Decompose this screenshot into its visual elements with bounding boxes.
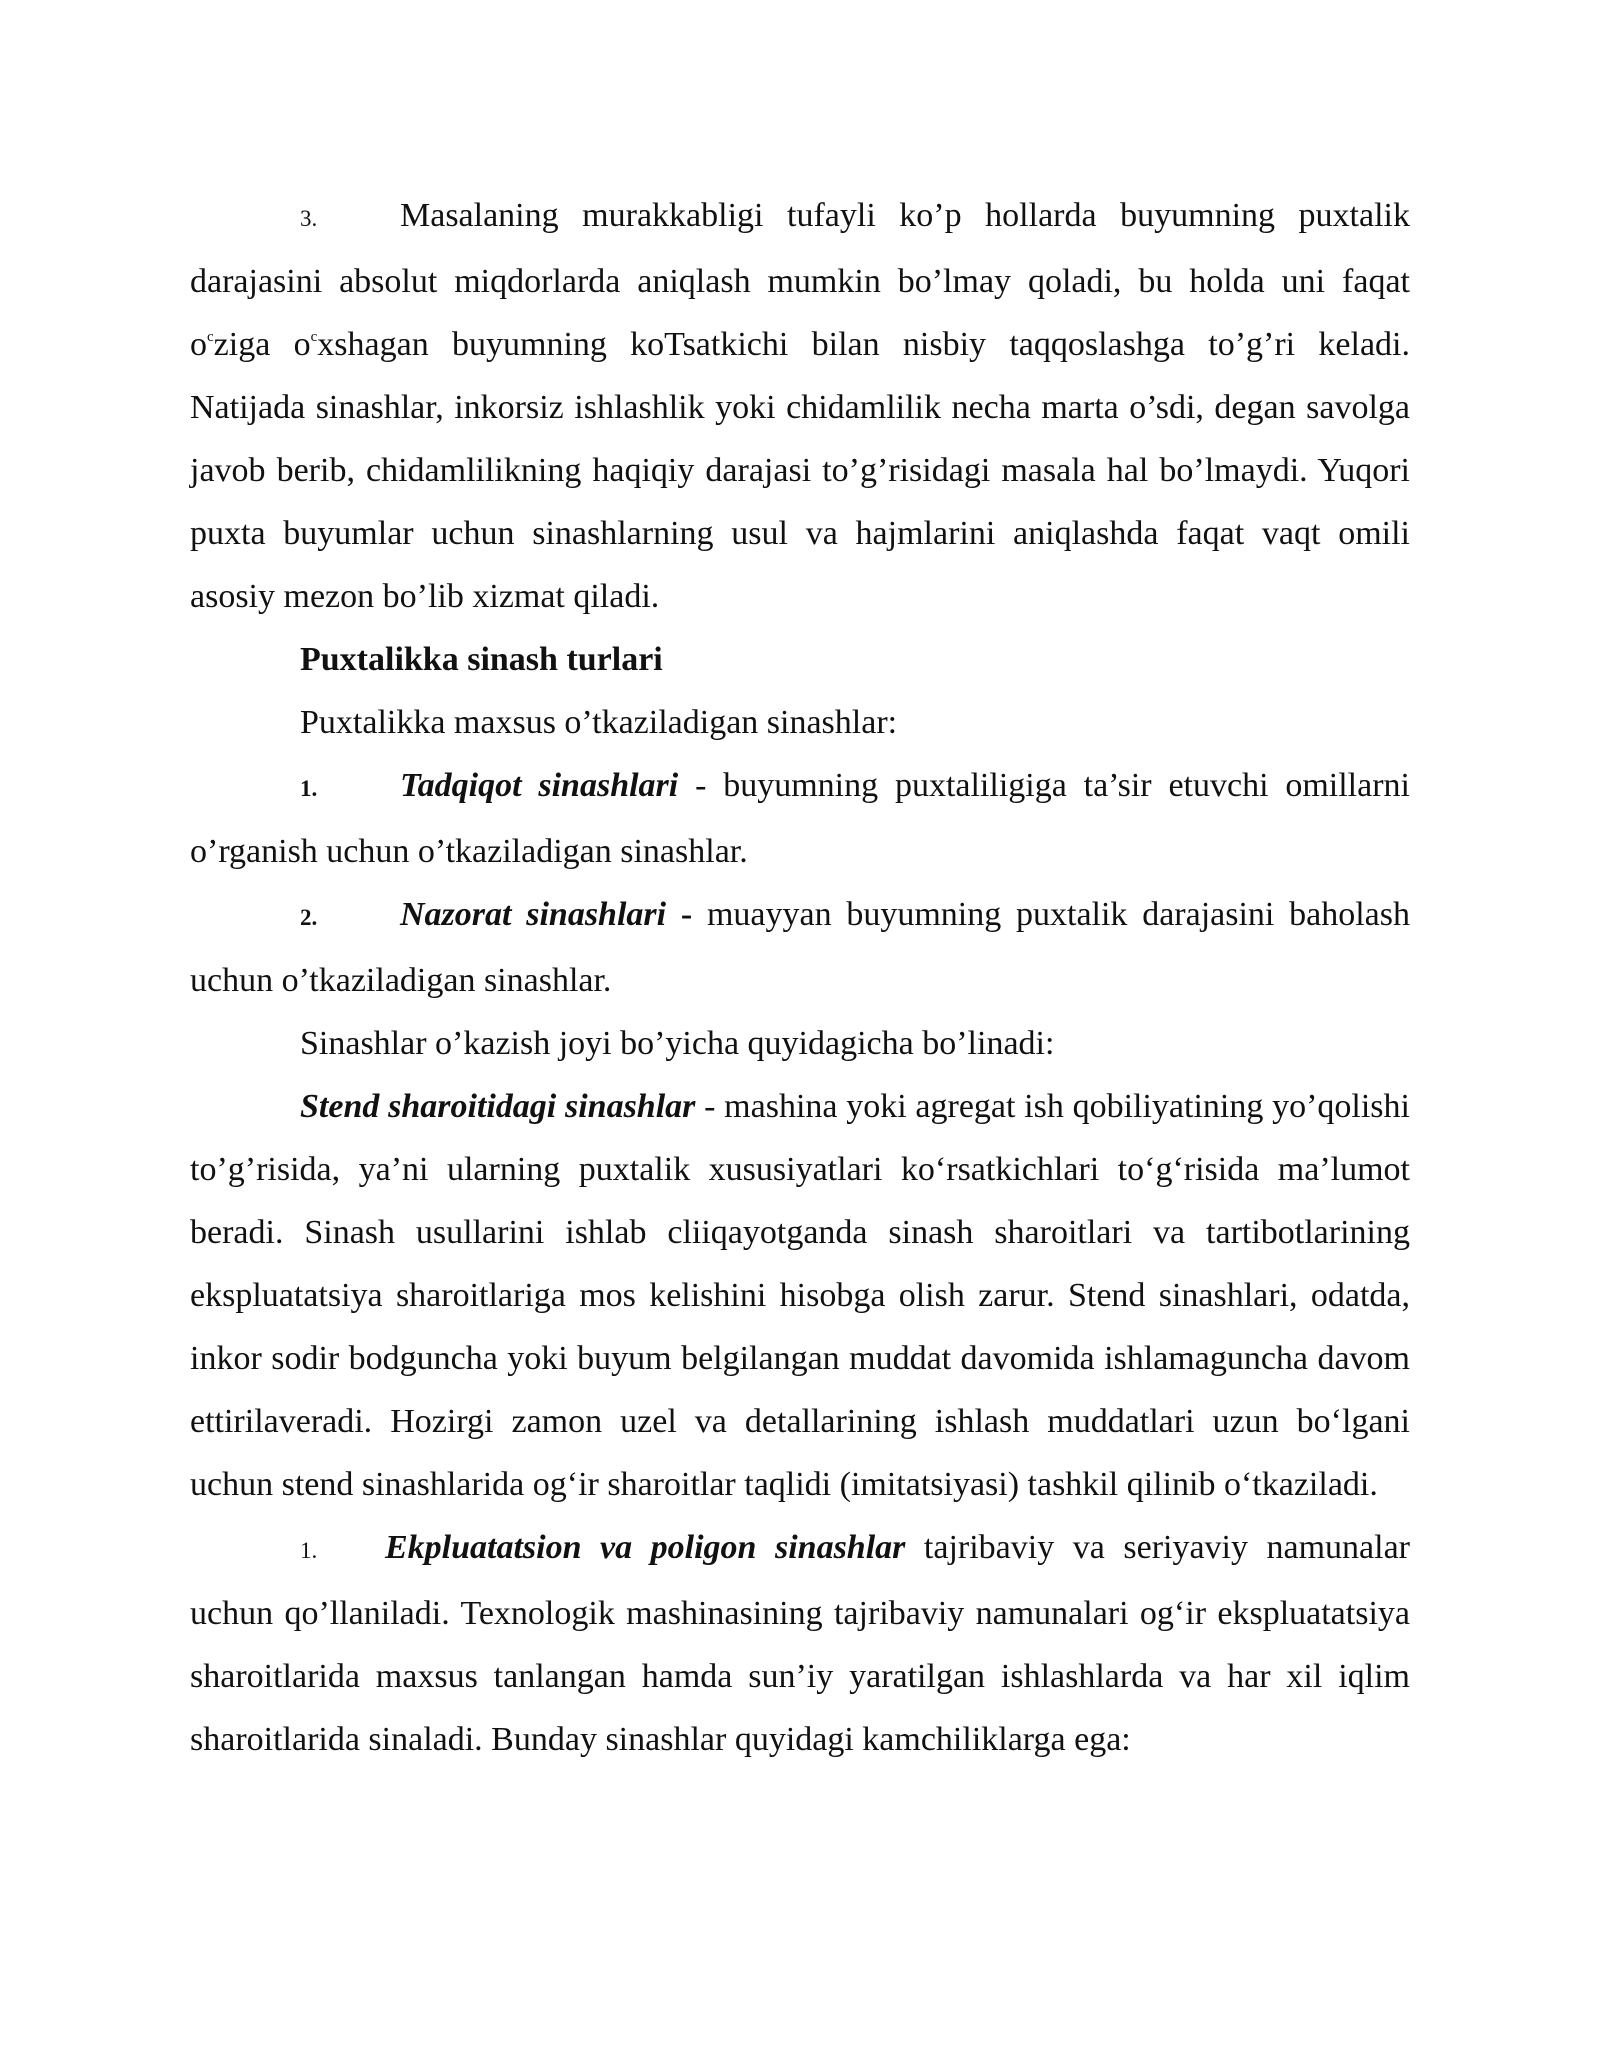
paragraph-item-3	[190, 184, 1410, 628]
intro-paragraph: Puxtalikka maxsus o’tkaziladigan sinashlar:	[300, 704, 898, 741]
term: Nazorat sinashlari	[400, 896, 667, 933]
list-number: 2.	[300, 905, 318, 930]
list-number: 3.	[300, 206, 318, 231]
paragraph-text: - mashina yoki agregat ish qobiliyatining yo’qolishi to’g’risida, ya’ni ularning puxtalik xususiyatlari ko‘rsatkichlari to‘g‘risida ma’lumot beradi. Sinash usullarini ishlab cliiqayotganda sinash sharoitlari va tartibotlarining ekspluatatsiya sharoitlariga mos kelishini hisobga olish zarur. Stend sinashlari, odatda, inkor sodir bodguncha yoki buyum belgilangan muddat davomida ishlamaguncha davom ettirilaveradi. Hozirgi zamon uzel va detallarining ishlash muddatlari uzun bo‘lgani uchun stend sinashlarida og‘ir sharoitlar taqlidi (imitatsiyasi) tashkil qilinib o‘tkaziladi.	[190, 1088, 1410, 1503]
list-number: 1.	[300, 776, 318, 801]
term: Ekpluatatsion va poligon sinashlar	[385, 1529, 906, 1566]
paragraph-text: tajribaviy va seriyaviy namunalar uchun qo’llaniladi. Texnologik mashinasining tajribaviy namunalari og‘ir ekspluatatsiya sharoitlarida maxsus tanlangan hamda sun’iy yaratilgan ishlashlarda va har xil iqlim sharoitlarida sinaladi. Bunday sinashlar quyidagi kamchiliklarga ega:	[190, 1529, 1411, 1758]
list-item-nazorat	[190, 883, 1410, 1012]
term: Tadqiqot sinashlari	[400, 767, 679, 804]
paragraph-text: ziga o	[213, 326, 311, 363]
paragraph-text: muayyan buyumning puxtalik darajasini baholash uchun o’tkaziladigan sinashlar.	[190, 896, 1410, 999]
place-intro-paragraph: Sinashlar o’kazish joyi bo’yicha quyidagicha bo’linadi:	[300, 1025, 1055, 1062]
list-number: 1.	[300, 1538, 318, 1563]
section-heading: Puxtalikka sinash turlari	[300, 641, 663, 678]
list-item-tadqiqot	[190, 754, 1410, 883]
term: Stend sharoitidagi sinashlar	[300, 1088, 696, 1125]
list-item-ekspluatatsion	[190, 1516, 1410, 1771]
paragraph-text: - buyumning puxtaliligiga ta’sir etuvchi omillarni o’rganish uchun o’tkaziladigan sinashlar.	[190, 767, 1410, 870]
paragraph-text: Masalaning murakkabligi tufayli ko’p hollarda buyumning puxtalik darajasini absolut miqdorlarda aniqlash mumkin bo’lmay qoladi, bu holda uni faqat o	[190, 197, 1410, 363]
paragraph-text: xshagan buyumning koTsatkichi bilan nisbiy taqqoslashga to’g’ri keladi. Natijada sinashlar, inkorsiz ishlashlik yoki chidamlilik necha marta o’sdi, degan savolga javob berib, chidamlilikning haqiqiy darajasi to’g’risidagi masala hal bo’lmaydi. Yuqori puxta buyumlar uchun sinashlarning usul va hajmlarini aniqlashda faqat vaqt omili asosiy mezon bo’lib xizmat qiladi.	[190, 326, 1410, 615]
superscript: c	[207, 329, 214, 345]
dash: -	[666, 896, 693, 933]
stend-paragraph	[190, 1075, 1410, 1516]
document-page	[190, 184, 1410, 1771]
superscript: c	[310, 329, 318, 345]
